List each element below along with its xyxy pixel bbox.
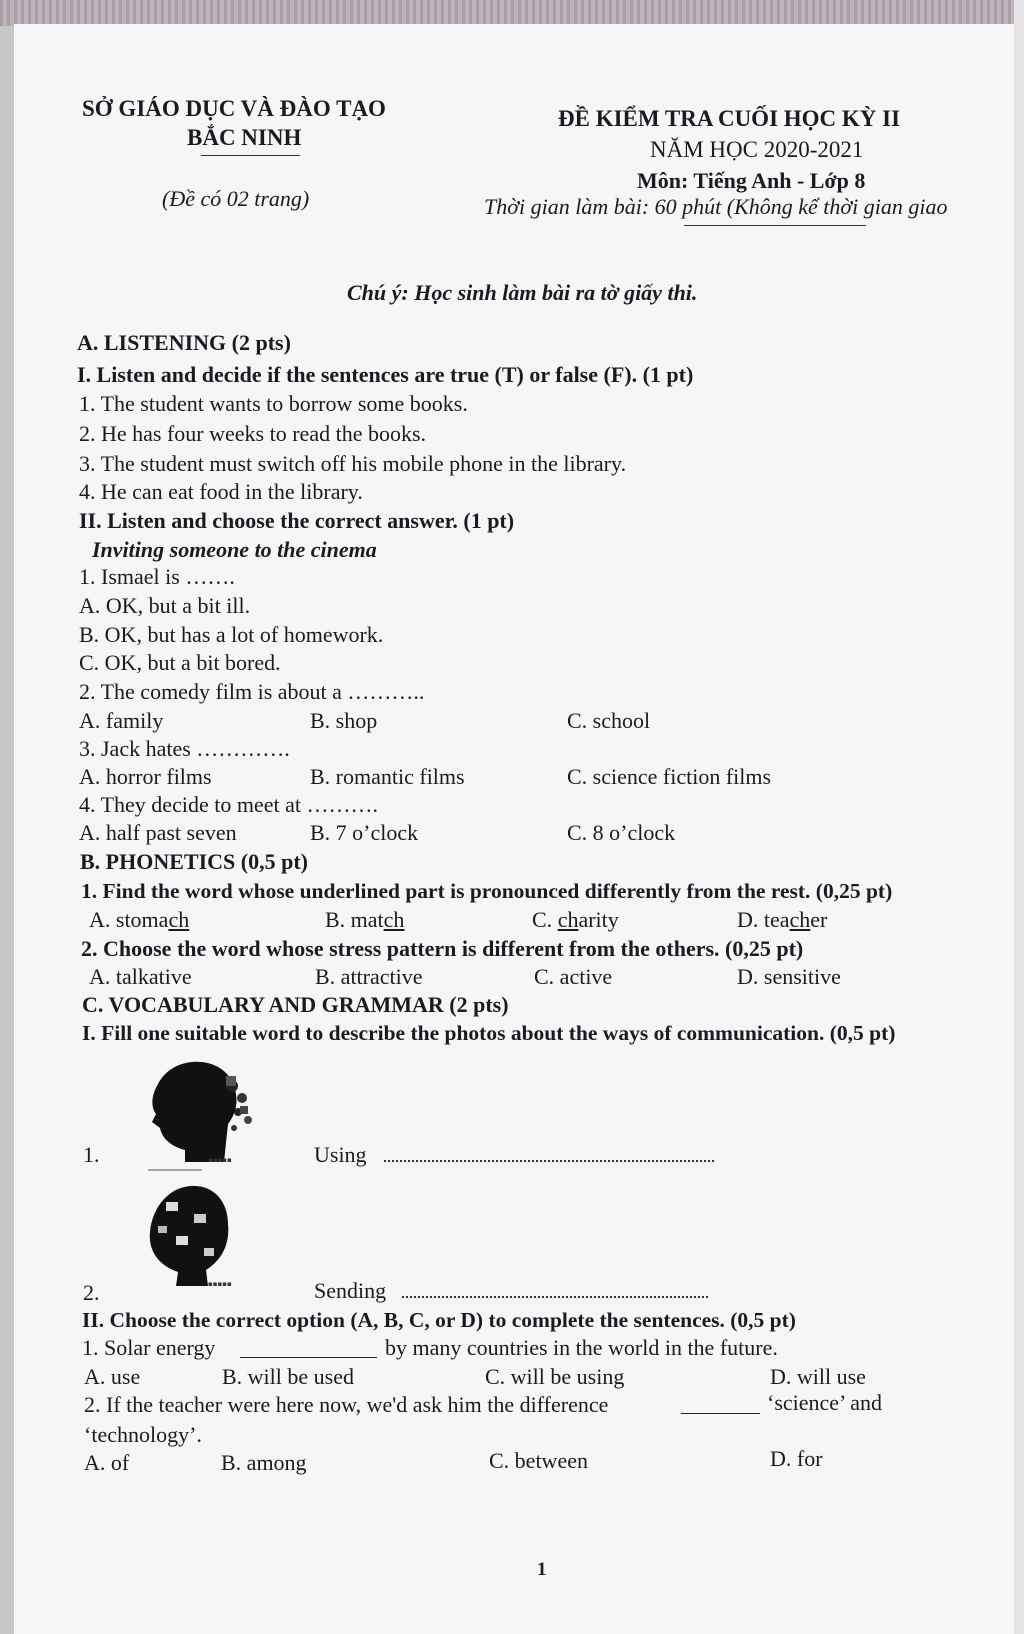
listening-part1-title: I. Listen and decide if the sentences are true (T) or false (F). (1 pt) (77, 362, 694, 387)
section-c-title: C. VOCABULARY AND GRAMMAR (2 pts) (82, 992, 509, 1017)
phonetics-q1-d: D. teacher (737, 907, 828, 932)
listening-q4-b: B. 7 o’clock (310, 820, 419, 845)
phonetics-q2-c: C. active (534, 964, 613, 989)
vocab-q1-post: by many countries in the world in the future. (385, 1335, 778, 1360)
vocab-item2-text: Sending (314, 1278, 387, 1303)
vocab-q2-c: C. between (489, 1448, 588, 1473)
listening-q4-c: C. 8 o’clock (567, 820, 676, 845)
note: Chú ý: Học sinh làm bài ra tờ giấy thi. (347, 280, 698, 305)
exam-title: ĐỀ KIỂM TRA CUỐI HỌC KỲ II (558, 106, 901, 131)
vocab-q2-b: B. among (221, 1450, 307, 1475)
paper-edge (1014, 0, 1024, 1634)
listening-q2-b: B. shop (310, 708, 378, 733)
section-a-title: A. LISTENING (2 pts) (77, 330, 291, 355)
time-underline (684, 225, 866, 226)
section-b-title: B. PHONETICS (0,5 pt) (80, 849, 308, 874)
listening-q1-b: B. OK, but has a lot of homework. (79, 622, 384, 647)
listening-q2-c: C. school (567, 708, 651, 733)
vocab-q2-cont: ‘technology’. (84, 1422, 202, 1447)
page-number: 1 (537, 1559, 547, 1580)
phonetics-q1-b: B. match (325, 907, 405, 932)
dept-line2: BẮC NINH (187, 125, 302, 150)
phonetics-q1: 1. Find the word whose underlined part is pronounced differently from the rest. (0,25 pt) (81, 879, 893, 903)
dept-underline (201, 155, 300, 156)
vocab-q1-blank[interactable] (240, 1357, 377, 1358)
silhouette-head-image (140, 1058, 258, 1164)
subject: Môn: Tiếng Anh - Lớp 8 (637, 168, 866, 193)
listening-q2-a: A. family (79, 708, 164, 733)
listening-part2-title: II. Listen and choose the correct answer. (1 pt) (79, 508, 515, 533)
vocab-q1-pre: 1. Solar energy (82, 1335, 216, 1360)
vocab-item2-number: 2. (83, 1280, 100, 1305)
vocab-q1-d: D. will use (770, 1364, 866, 1389)
listening-q3-c: C. science fiction films (567, 764, 772, 789)
listening-q1-a: A. OK, but a bit ill. (79, 593, 251, 618)
listening-q3-a: A. horror films (79, 764, 212, 789)
listening-item-1: 1. The student wants to borrow some books. (79, 391, 468, 416)
listening-q3: 3. Jack hates …………. (79, 736, 290, 761)
vocab-item2-blank[interactable] (402, 1296, 708, 1298)
listening-q3-b: B. romantic films (310, 764, 465, 789)
listening-q1-c: C. OK, but a bit bored. (79, 650, 281, 675)
vocab-q2-blank[interactable] (681, 1413, 760, 1414)
dept-line1: SỞ GIÁO DỤC VÀ ĐÀO TẠO (82, 96, 386, 121)
pages-note: (Đề có 02 trang) (162, 186, 310, 211)
phonetics-q2-b: B. attractive (315, 964, 423, 989)
listening-q1: 1. Ismael is ……. (79, 564, 235, 589)
vocab-q2-pre: 2. If the teacher were here now, we'd ask him the difference (84, 1392, 609, 1417)
listening-q2: 2. The comedy film is about a ……….. (79, 679, 425, 704)
phonetics-q2-d: D. sensitive (737, 964, 841, 989)
envelope-head-image (142, 1168, 258, 1288)
phonetics-q1-a: A. stomach (89, 907, 190, 932)
table-surface-top (0, 0, 1024, 26)
vocab-part1-title: I. Fill one suitable word to describe the photos about the ways of communication. (0,5 pt) (82, 1021, 896, 1045)
listening-item-3: 3. The student must switch off his mobile phone in the library. (79, 451, 627, 476)
listening-q4: 4. They decide to meet at ………. (79, 792, 378, 817)
svg-text:▪▪▪▪▪: ▪▪▪▪▪ (208, 1280, 232, 1288)
listening-topic: Inviting someone to the cinema (92, 537, 377, 562)
vocab-item1-number: 1. (83, 1142, 100, 1167)
vocab-item1-blank[interactable] (384, 1160, 714, 1162)
vocab-q1-a: A. use (84, 1364, 141, 1389)
vocab-q2-a: A. of (84, 1450, 130, 1475)
phonetics-q1-c: C. charity (532, 907, 619, 932)
listening-item-2: 2. He has four weeks to read the books. (79, 421, 427, 446)
listening-q4-a: A. half past seven (79, 820, 237, 845)
vocab-q1-c: C. will be using (485, 1364, 625, 1389)
exam-time: Thời gian làm bài: 60 phút (Không kể thời gian giao (484, 194, 948, 219)
svg-text:▪▪▪▪▪: ▪▪▪▪▪ (208, 1156, 232, 1164)
phonetics-q2: 2. Choose the word whose stress pattern is different from the others. (0,25 pt) (81, 936, 804, 961)
vocab-q2-d: D. for (770, 1446, 823, 1471)
vocab-item1-text: Using (314, 1142, 367, 1167)
listening-item-4: 4. He can eat food in the library. (79, 479, 363, 504)
vocab-part2-title: II. Choose the correct option (A, B, C, or D) to complete the sentences. (0,5 pt) (82, 1308, 796, 1332)
vocab-q2-post: ‘science’ and (767, 1390, 883, 1415)
phonetics-q2-a: A. talkative (89, 964, 192, 989)
school-year: NĂM HỌC 2020-2021 (650, 137, 864, 162)
vocab-q1-b: B. will be used (222, 1364, 354, 1389)
